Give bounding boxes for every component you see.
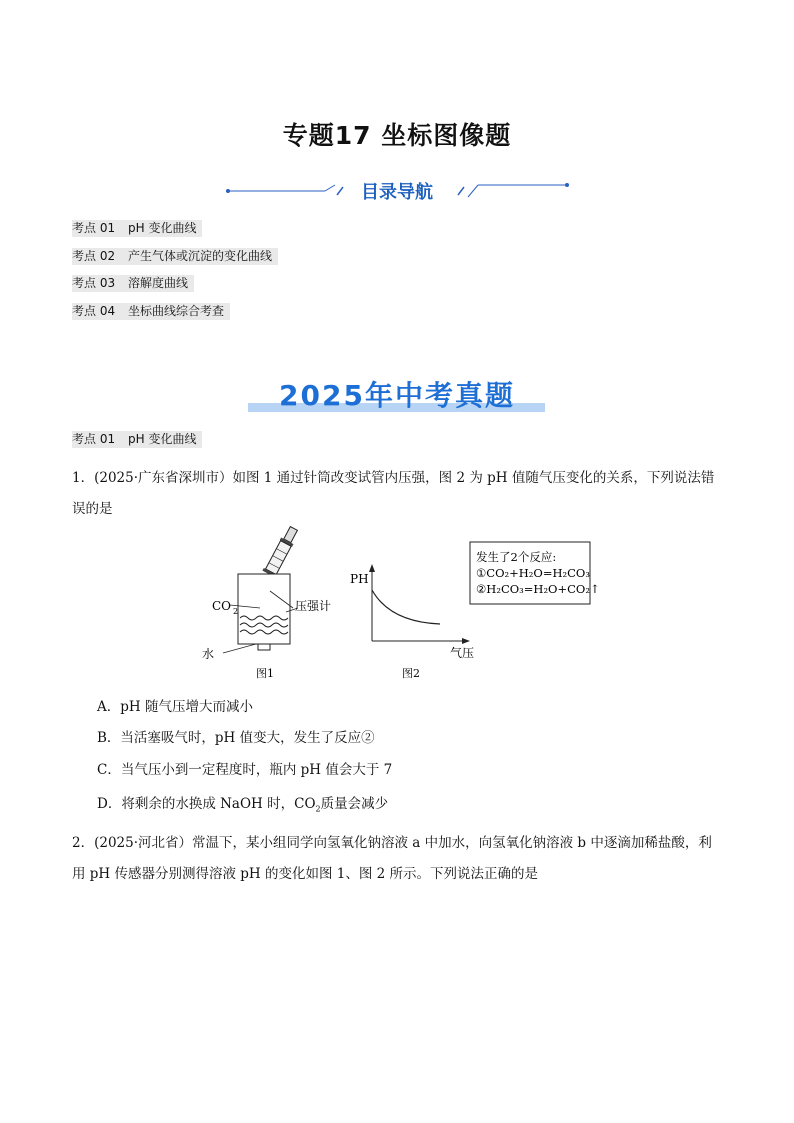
- section-tag: [72, 431, 202, 448]
- fig2-caption: 图2: [402, 667, 420, 680]
- reaction-2: ②H₂CO₃=H₂O+CO₂↑: [476, 582, 600, 596]
- fig1-caption: 图1: [256, 667, 274, 680]
- option-d-text-end: 质量会减少: [320, 796, 389, 812]
- co2-label: CO: [212, 599, 232, 613]
- x-axis-label: 气压: [450, 646, 475, 660]
- question-1-stem-line2: 误的是: [72, 501, 113, 517]
- question-1-stem-line1: 1．(2025·广东省深圳市）如图 1 通过针筒改变试管内压强，图 2 为 pH 值随气压变化的关系，下列说法错: [72, 470, 715, 486]
- co2-subscript: 2: [233, 607, 239, 616]
- gauge-label: 压强计: [295, 599, 332, 613]
- toc-item[interactable]: [72, 303, 230, 320]
- toc-item-number: 考点 01: [72, 221, 116, 235]
- option-d-co2-subscript: 2: [315, 804, 321, 814]
- question-2-stem-line2: 用 pH 传感器分别测得溶液 pH 的变化如图 1、图 2 所示。下列说法正确的是: [72, 866, 539, 882]
- toc-item-number: 考点 03: [72, 276, 116, 290]
- reaction-box-title: 发生了2个反应:: [476, 550, 557, 564]
- toc-item[interactable]: [72, 248, 278, 265]
- option-d[interactable]: [97, 792, 388, 814]
- nav-label: 目录导航: [361, 182, 433, 203]
- section-tag-label: pH 变化曲线: [128, 432, 197, 446]
- toc-item-number: 考点 04: [72, 304, 116, 318]
- question-1-figure: [200, 520, 600, 685]
- water-label: 水: [202, 647, 215, 661]
- toc-item-number: 考点 02: [72, 249, 116, 263]
- toc-item-label: pH 变化曲线: [128, 221, 197, 235]
- toc-item[interactable]: [72, 220, 202, 237]
- section-heading: 2025年中考真题: [279, 379, 515, 412]
- option-b[interactable]: B．当活塞吸气时，pH 值变大，发生了反应②: [97, 730, 375, 746]
- question-2-stem-line1: 2．(2025·河北省）常温下，某小组同学向氢氧化钠溶液 a 中加水，向氢氧化钠溶液 b 中逐滴加稀盐酸，利: [72, 835, 712, 851]
- option-d-co2: CO: [294, 796, 316, 812]
- y-axis-label: PH: [350, 572, 369, 586]
- option-d-text: D．将剩余的水换成 NaOH 时，: [97, 796, 295, 812]
- ph-pressure-graph: [369, 564, 470, 644]
- toc-item-label: 产生气体或沉淀的变化曲线: [128, 249, 273, 263]
- option-a[interactable]: A．pH 随气压增大而减小: [97, 699, 253, 715]
- toc-item[interactable]: [72, 275, 194, 292]
- toc-item-label: 坐标曲线综合考查: [128, 304, 225, 318]
- section-tag-number: 考点 01: [72, 432, 116, 446]
- reaction-1: ①CO₂+H₂O=H₂CO₃: [476, 566, 590, 580]
- page-title: 专题17 坐标图像题: [282, 121, 512, 150]
- option-c[interactable]: C．当气压小到一定程度时，瓶内 pH 值会大于 7: [97, 762, 393, 778]
- toc-item-label: 溶解度曲线: [128, 276, 189, 290]
